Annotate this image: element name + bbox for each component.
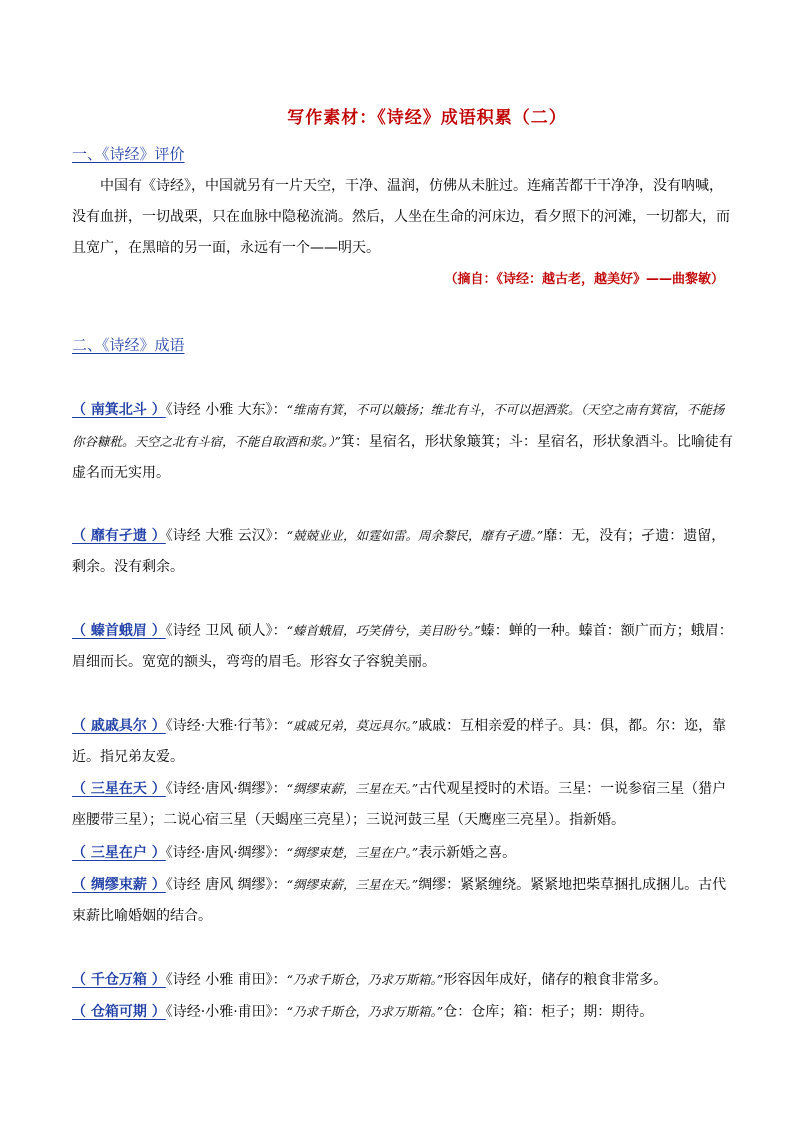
page-title: 写作素材：《诗经》成语积累（二）: [287, 108, 567, 128]
idiom-citation: 《诗经·小雅·甫田》：: [165, 1004, 287, 1020]
section-heading-idioms: 二、《诗经》成语: [72, 336, 185, 354]
idiom-explanation: 戚戚：互相亲爱的样子。具：俱，都。尔：迩，靠近。指兄弟友爱。: [72, 718, 727, 765]
idiom-quote: “绸缪束薪，三星在天。”: [286, 877, 419, 892]
idiom-explanation: 绸缪：紧紧缠绕。紧紧地把柴草捆扎成捆儿。古代束薪比喻婚姻的结合。: [72, 877, 727, 924]
idiom-entry: [72, 869, 736, 932]
idiom-citation: 《诗经 卫风 硕人》：: [165, 623, 287, 639]
idiom-entry: [72, 710, 736, 773]
idiom-quote: “乃求千斯仓，乃求万斯箱。”: [286, 1004, 444, 1019]
idiom-citation: 《诗经 小雅 甫田》：: [165, 972, 287, 988]
evaluation-paragraph: 中国有《诗经》，中国就另有一片天空，干净、温润，仿佛从未脏过。连痛苦都干干净净，没有呐喊，没有血拼，一切战栗，只在血脉中隐秘流淌。然后，人坐在生命的河床边，看夕照下的河滩，一切都大，而且宽广，在黑暗的另一面，永远有一个——明天。: [72, 178, 730, 256]
idiom-explanation: 仓：仓库；箱：柜子；期：期待。: [443, 1004, 654, 1020]
idiom-citation: 《诗经·唐风·绸缪》：: [165, 781, 287, 797]
idiom-quote: “维南有箕，不可以簸扬；维北有斗，不可以挹酒浆。（天空之南有箕宿，不能扬你谷糠秕。天空之北有斗宿，不能自取酒和浆。）”: [72, 402, 725, 449]
idiom-explanation: 螓：蝉的一种。螓首：额广而方；蛾眉：眉细而长。宽宽的额头，弯弯的眉毛。形容女子容貌美丽。: [72, 623, 733, 670]
idiom-link[interactable]: （ 螓首蛾眉 ）: [72, 623, 166, 639]
source-citation: （摘自：《诗经：越古老，越美好》——曲黎敏）: [444, 272, 724, 287]
idiom-entry: [72, 837, 736, 869]
idiom-explanation: 表示新婚之喜。: [418, 845, 517, 861]
idiom-link[interactable]: （ 南箕北斗 ）: [72, 402, 166, 418]
idiom-link[interactable]: （ 三星在天 ）: [72, 781, 166, 797]
idiom-quote: “戚戚兄弟，莫远具尔。”: [286, 718, 419, 733]
idiom-entry: [72, 996, 736, 1028]
idiom-explanation: 靡：无，没有；孑遗：遗留，剩余。没有剩余。: [72, 528, 726, 575]
section-heading-evaluation: 一、《诗经》评价: [72, 145, 185, 163]
idiom-explanation: 古代观星授时的术语。三星：一说参宿三星（猎户座腰带三星）；二说心宿三星（天蝎座三亮星）；三说河鼓三星（天鹰座三亮星）。指新婚。: [72, 781, 727, 828]
idiom-link[interactable]: （ 仓箱可期 ）: [72, 1004, 166, 1020]
idiom-citation: 《诗经·唐风·绸缪》：: [165, 845, 287, 861]
idiom-citation: 《诗经 唐风 绸缪》：: [165, 877, 287, 893]
idiom-entry: [72, 520, 736, 583]
idiom-explanation: 形容因年成好，储存的粮食非常多。: [443, 972, 668, 988]
idiom-citation: 《诗经 小雅 大东》：: [165, 402, 287, 418]
idiom-quote: “绸缪束楚，三星在户。”: [286, 845, 419, 860]
idiom-link[interactable]: （ 靡有孑遗 ）: [72, 528, 166, 544]
idiom-quote: “兢兢业业，如霆如雷。周余黎民，靡有孑遗。”: [286, 528, 544, 543]
idiom-link[interactable]: （ 戚戚具尔 ）: [72, 718, 166, 734]
idiom-entry: [72, 394, 736, 489]
idiom-entry: [72, 964, 736, 996]
idiom-quote: “绸缪束薪，三星在天。”: [286, 781, 419, 796]
idiom-link[interactable]: （ 三星在户 ）: [72, 845, 166, 861]
idiom-citation: 《诗经 大雅 云汉》：: [165, 528, 287, 544]
idiom-link[interactable]: （ 绸缪束薪 ）: [72, 877, 166, 893]
idiom-quote: “乃求千斯仓，乃求万斯箱。”: [286, 972, 444, 987]
idiom-explanation: 箕：星宿名，形状象簸箕；斗：星宿名，形状象酒斗。比喻徒有虚名而无实用。: [72, 434, 733, 481]
idiom-citation: 《诗经·大雅·行苇》：: [165, 718, 287, 734]
idiom-link[interactable]: （ 千仓万箱 ）: [72, 972, 166, 988]
idiom-entry: [72, 773, 736, 836]
idiom-quote: “螓首蛾眉，巧笑倩兮，美目盼兮。”: [286, 623, 481, 638]
idiom-entry: [72, 615, 736, 678]
